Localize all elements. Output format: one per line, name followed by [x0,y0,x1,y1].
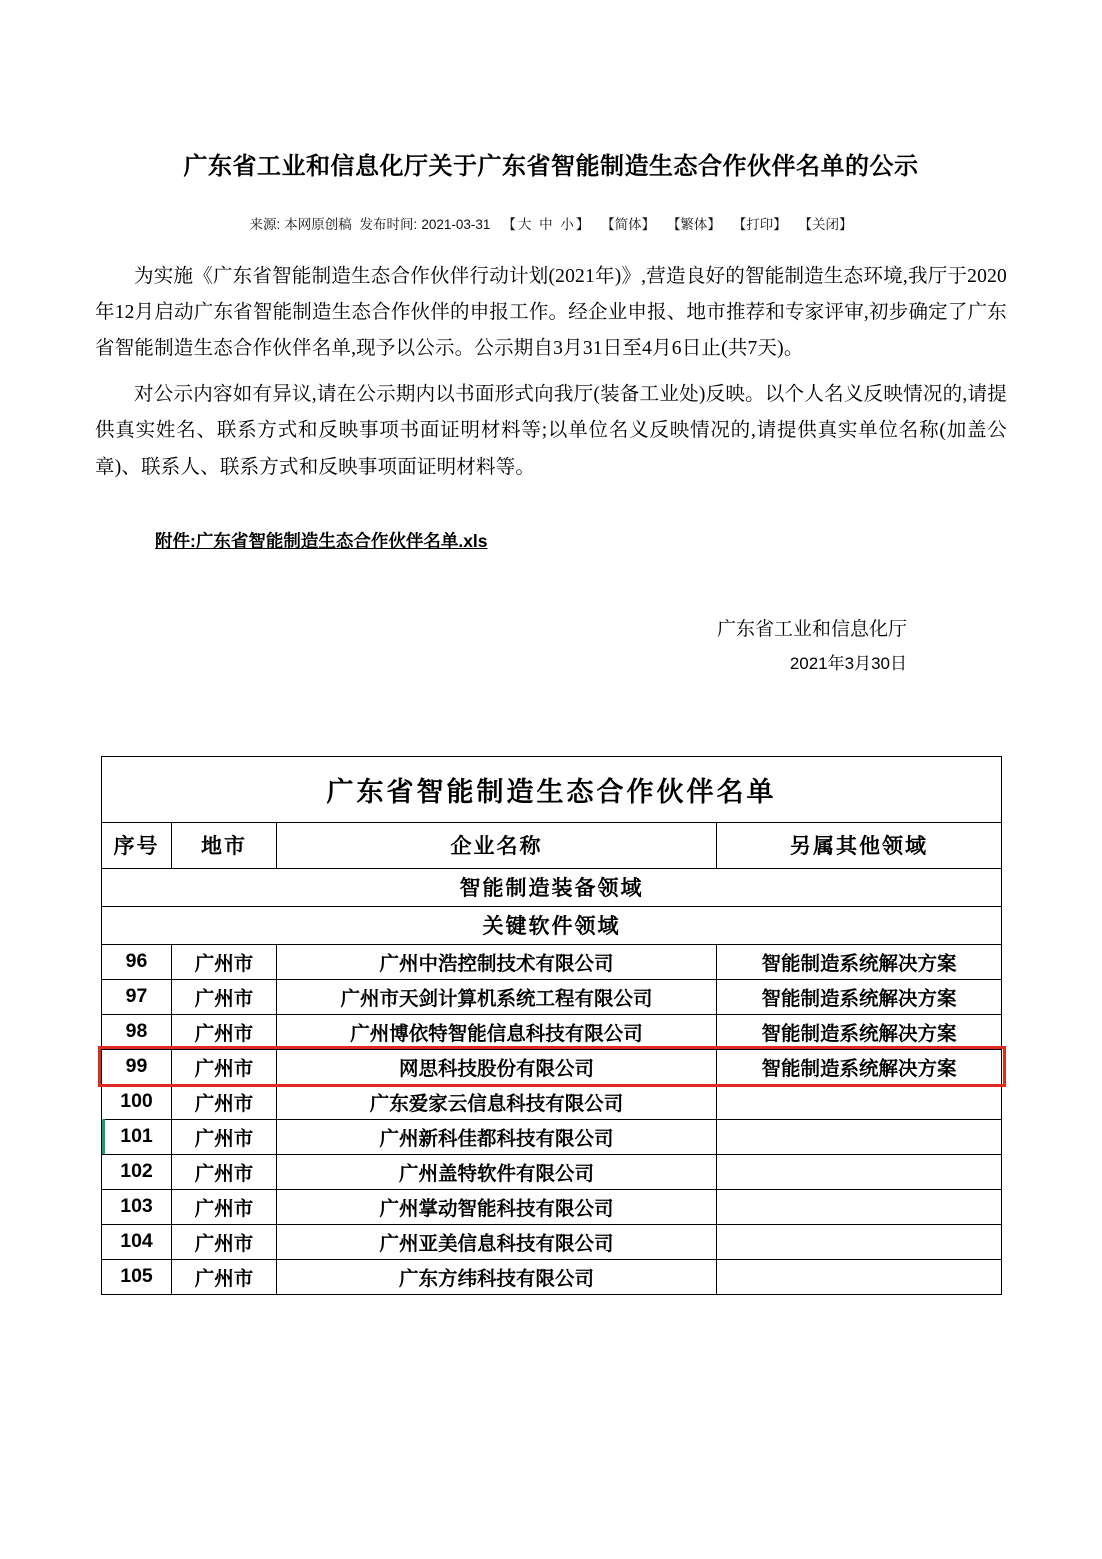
cell-field: 智能制造系统解决方案 [717,1049,1002,1084]
section-label-equipment: 智能制造装备领域 [102,868,1002,906]
table-row [102,944,1002,979]
cell-no: 97 [102,979,172,1014]
cell-company: 广州掌动智能科技有限公司 [277,1189,717,1224]
table-bottom-cutoff [101,1304,1001,1318]
attachment-link[interactable]: 附件:广东省智能制造生态合作伙伴名单.xls [155,530,488,551]
publish-date: 2021-03-31 [421,216,491,232]
cell-company: 广东爱家云信息科技有限公司 [277,1084,717,1119]
column-header-no: 序号 [102,822,172,868]
cell-company: 广州博依特智能信息科技有限公司 [277,1014,717,1049]
traditional-link[interactable]: 【繁体】 [666,216,721,232]
cell-field: 智能制造系统解决方案 [717,979,1002,1014]
column-header-city: 地市 [172,822,277,868]
table-section-row [102,868,1002,906]
cell-city: 广州市 [172,1259,277,1294]
cell-field [717,1084,1002,1119]
cell-no: 96 [102,944,172,979]
table-row [102,979,1002,1014]
page-title: 广东省工业和信息化厅关于广东省智能制造生态合作伙伴名单的公示 [183,153,919,180]
partner-list-table [101,756,1002,1295]
column-header-other-field: 另属其他领域 [717,822,1002,868]
cell-no: 101 [102,1119,172,1154]
cell-field [717,1154,1002,1189]
font-size-medium-link[interactable]: 中 [539,216,553,232]
table-row [102,1224,1002,1259]
font-size-group: 【 大 中 小 】 [502,216,590,232]
table-title-row [102,756,1002,822]
cell-field [717,1119,1002,1154]
font-size-small-link[interactable]: 小 [560,216,574,232]
table-header-row [102,822,1002,868]
source-value: 本网原创稿 [284,216,352,232]
document-body [0,259,1102,673]
cell-city: 广州市 [172,1014,277,1049]
table-row [102,1154,1002,1189]
table-row [102,1084,1002,1119]
cell-city: 广州市 [172,1084,277,1119]
table-row-highlighted [102,1049,1002,1084]
cell-company: 网思科技股份有限公司 [277,1049,717,1084]
cell-company: 广州亚美信息科技有限公司 [277,1224,717,1259]
signature-date: 2021年3月30日 [789,653,907,673]
cell-no: 100 [102,1084,172,1119]
cell-company: 广州盖特软件有限公司 [277,1154,717,1189]
table-row [102,1119,1002,1154]
paragraph-2: 对公示内容如有异议,请在公示期内以书面形式向我厅(装备工业处)反映。以个人名义反映情况的,请提供真实姓名、联系方式和反映事项书面证明材料等;以单位名义反映情况的,请提供真实单位名称(加盖公章)、联系人、联系方式和反映事项面证明材料等。 [95,384,1007,478]
column-header-company: 企业名称 [277,822,717,868]
paragraph-1: 为实施《广东省智能制造生态合作伙伴行动计划(2021年)》,营造良好的智能制造生态环境,我厅于2020年12月启动广东省智能制造生态合作伙伴的申报工作。经企业申报、地市推荐和专家评审,初步确定了广东省智能制造生态合作伙伴名单,现予以公示。公示期自3月31日至4月6日止(共7天)。 [95,266,1007,360]
table-row [102,1259,1002,1294]
cell-field [717,1259,1002,1294]
cell-city: 广州市 [172,944,277,979]
cell-no: 103 [102,1189,172,1224]
cell-city: 广州市 [172,1049,277,1084]
font-size-large-link[interactable]: 大 [517,216,532,232]
cell-no: 104 [102,1224,172,1259]
cell-city: 广州市 [172,979,277,1014]
cell-no: 98 [102,1014,172,1049]
cell-field: 智能制造系统解决方案 [717,944,1002,979]
table-row [102,1014,1002,1049]
close-link[interactable]: 【关闭】 [798,216,853,232]
section-label-software: 关键软件领域 [102,906,1002,944]
cell-field [717,1224,1002,1259]
simplified-link[interactable]: 【简体】 [601,216,656,232]
cell-no: 99 [102,1049,172,1084]
cell-city: 广州市 [172,1189,277,1224]
source-label: 来源: [249,216,281,232]
cell-company: 广州市天剑计算机系统工程有限公司 [277,979,717,1014]
cell-field [717,1189,1002,1224]
cell-company: 广州中浩控制技术有限公司 [277,944,717,979]
table-title: 广东省智能制造生态合作伙伴名单 [102,756,1002,822]
partner-list-table-area [101,756,1001,1295]
cell-company: 广州新科佳都科技有限公司 [277,1119,717,1154]
cell-company: 广东方纬科技有限公司 [277,1259,717,1294]
print-link[interactable]: 【打印】 [732,216,787,232]
signature-org: 广东省工业和信息化厅 [716,618,907,640]
table-section-row [102,906,1002,944]
cell-no: 102 [102,1154,172,1189]
document-meta [0,184,1102,236]
cell-city: 广州市 [172,1119,277,1154]
cell-field: 智能制造系统解决方案 [717,1014,1002,1049]
cell-city: 广州市 [172,1224,277,1259]
cell-city: 广州市 [172,1154,277,1189]
cell-no: 105 [102,1259,172,1294]
table-row [102,1189,1002,1224]
publish-label: 发布时间: [359,216,418,232]
